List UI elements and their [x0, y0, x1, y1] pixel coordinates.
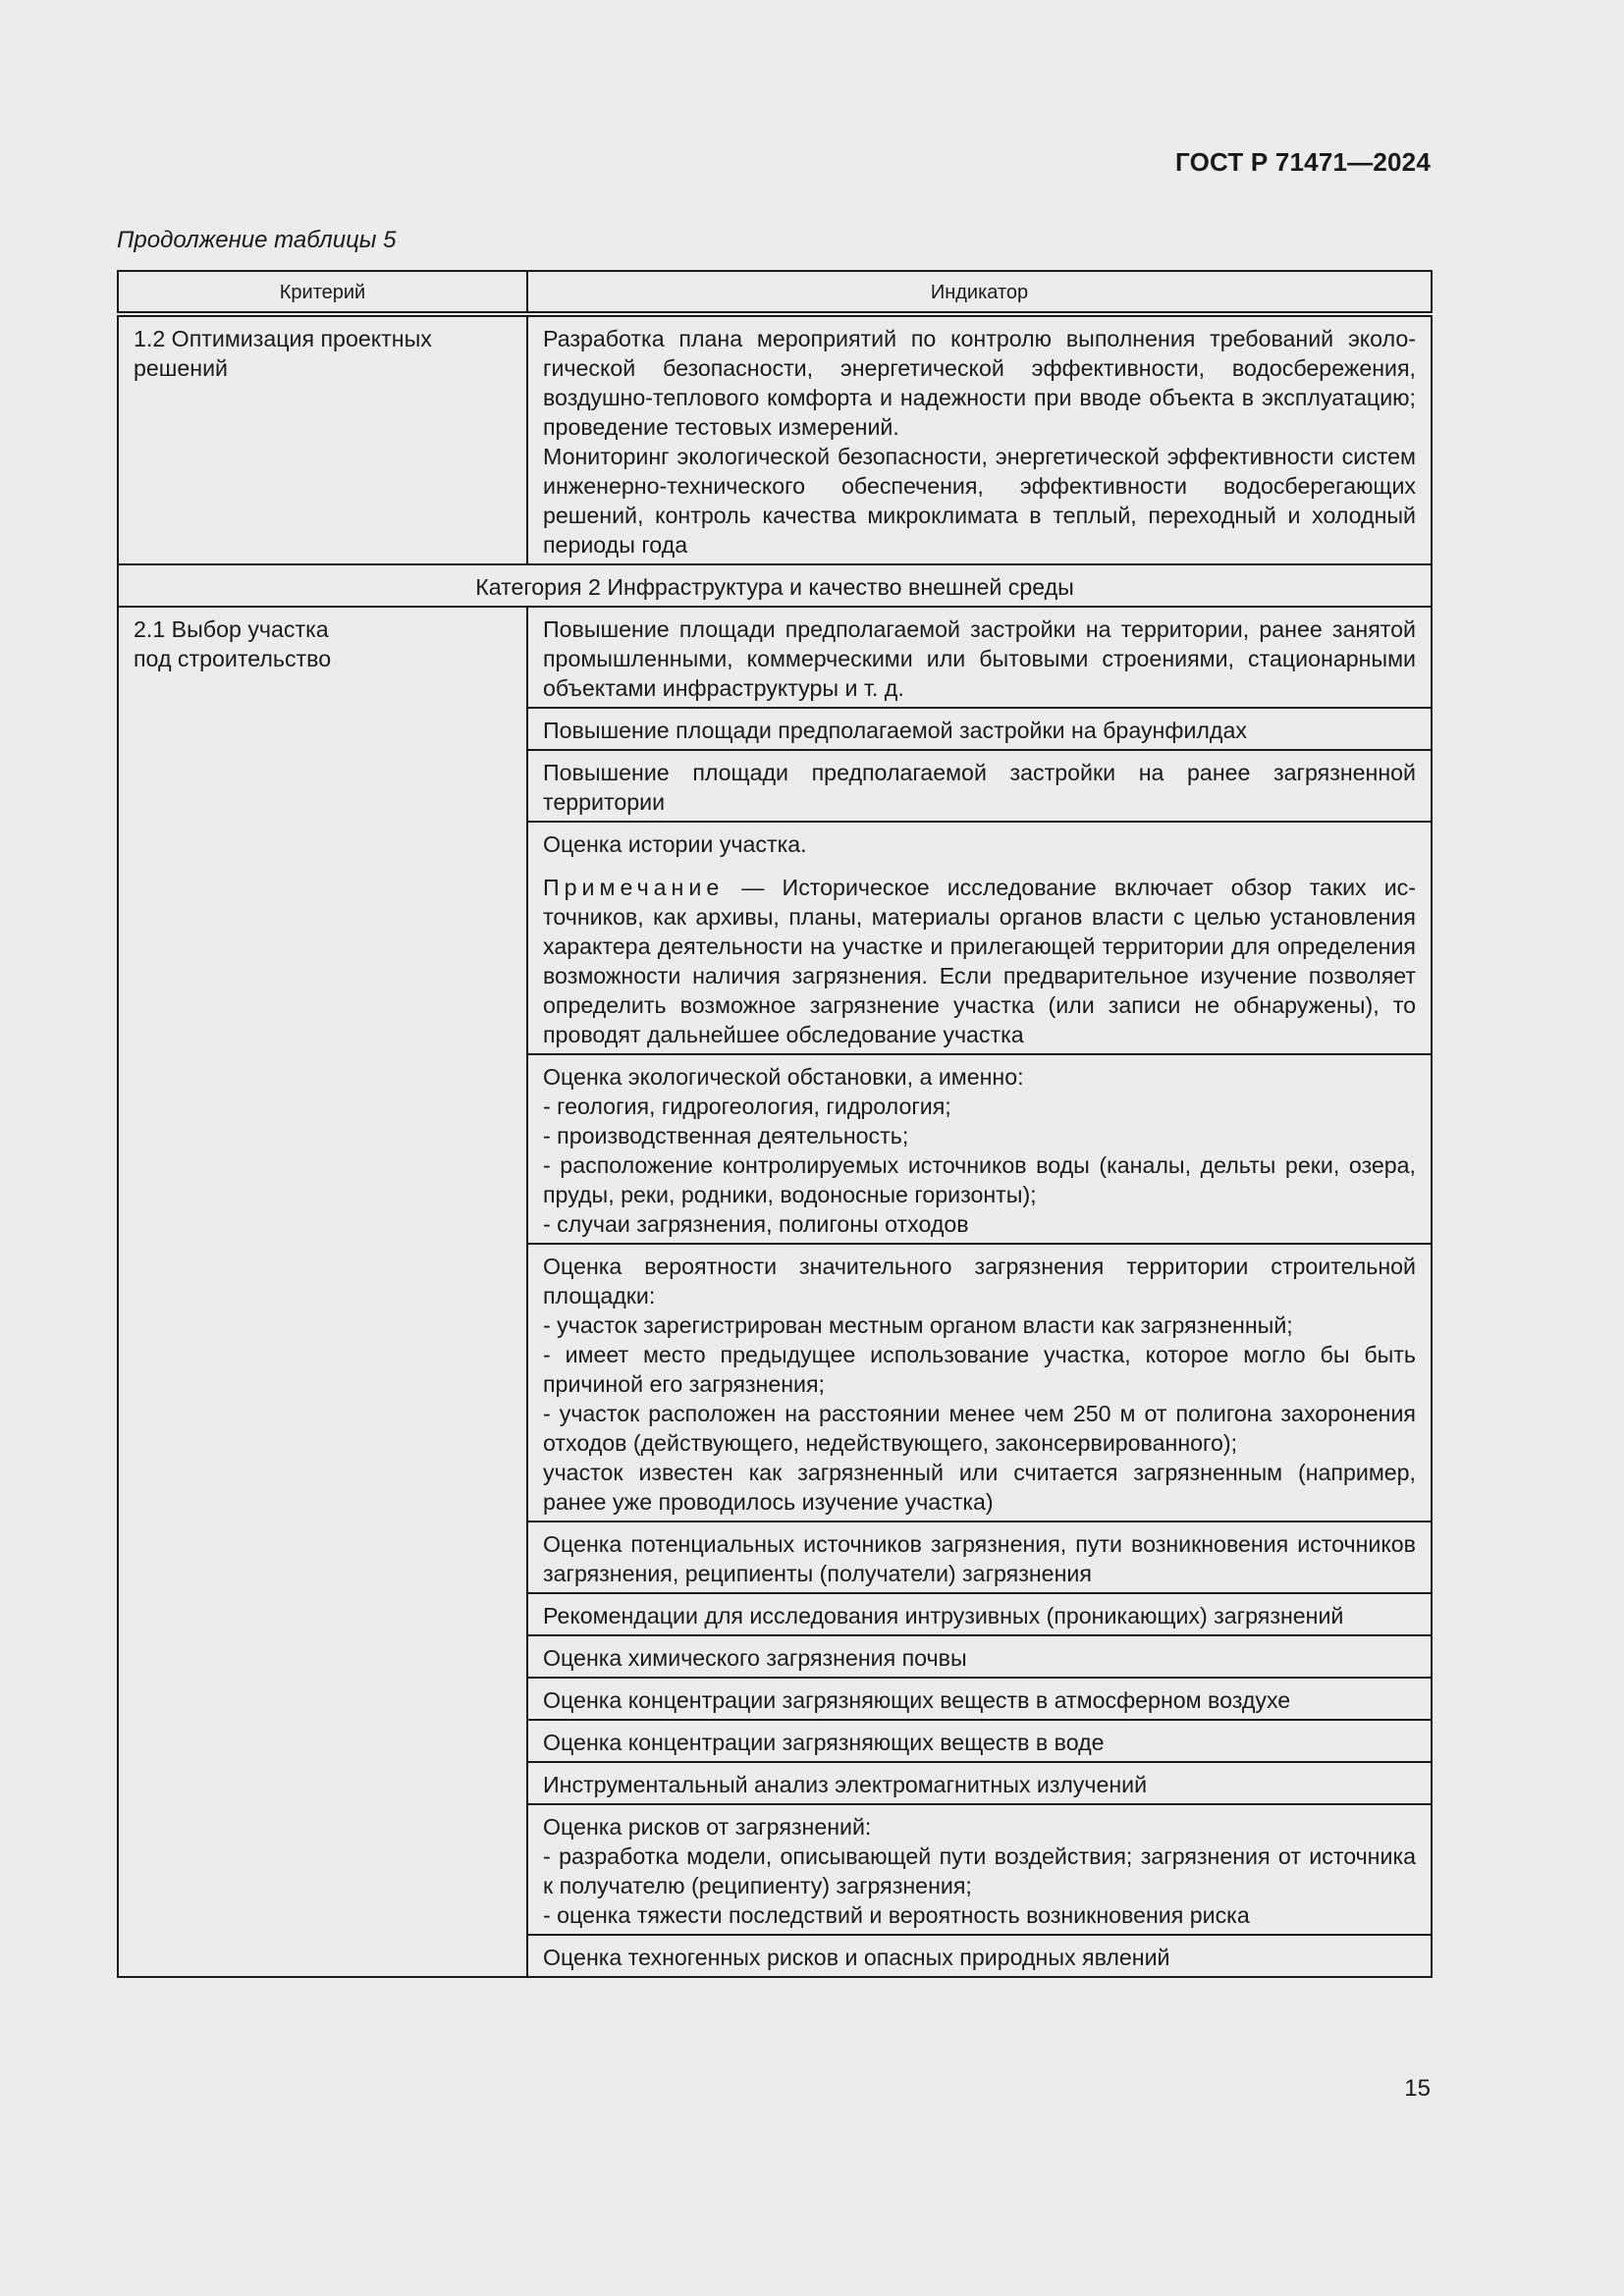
indicator-cell: Повышение площади предполагаемой застройки на территории, ранее занятой промышленными, коммерческими или бытовыми строениями, стационарными объектами инфраструктуры и т. д.	[527, 607, 1432, 708]
indicator-intro: Оценка экологической обстановки, а именно:	[543, 1064, 1024, 1090]
indicator-cell	[527, 1244, 1432, 1522]
note-label: Примечание	[543, 875, 725, 900]
document-code: ГОСТ Р 71471—2024	[1175, 147, 1431, 177]
criteria-table	[117, 270, 1433, 1978]
indicator-cell: Оценка потенциальных источников загрязнения, пути возникновения источников загрязнения, реципиенты (получатели) загрязнения	[527, 1522, 1432, 1593]
indicator-paragraph: Мониторинг экологической безопасности, энергетической эффективности систем инженерно-технического обеспечения, эффективности водосберегающих решений, контроль качества микроклимата в теплый, переходный и холодный периоды года	[543, 444, 1416, 558]
indicator-cell	[527, 1054, 1432, 1244]
page-number: 15	[1404, 2075, 1431, 2102]
list-item: - расположение контролируемых источников воды (каналы, дельты реки, озера, пруды, реки, родники, водоносные горизонты);	[543, 1152, 1416, 1207]
indicator-cell	[527, 314, 1432, 564]
indicator-cell: Повышение площади предполагаемой застройки на браунфилдах	[527, 708, 1432, 750]
criterion-cell	[118, 607, 527, 1977]
list-item: - геология, гидрогеология, гидрология;	[543, 1094, 951, 1119]
indicator-cell: Оценка химического загрязнения почвы	[527, 1635, 1432, 1678]
indicator-cell: Инструментальный анализ электромагнитных излучений	[527, 1762, 1432, 1804]
indicator-cell: Повышение площади предполагаемой застройки на ранее загрязненной территории	[527, 750, 1432, 822]
indicator-cell: Рекомендации для исследования интрузивных (проникающих) загрязнений	[527, 1593, 1432, 1635]
indicator-intro: Оценка вероятности значительного загрязнения территории строительной площадки:	[543, 1254, 1416, 1308]
indicator-cell	[527, 1804, 1432, 1935]
criterion-line: 2.1 Выбор участка	[134, 616, 329, 642]
table-row	[118, 314, 1432, 564]
list-item: - оценка тяжести последствий и вероятность возникновения риска	[543, 1902, 1250, 1928]
criterion-line: под строительство	[134, 646, 332, 671]
category-row	[118, 564, 1432, 607]
table-header-row	[118, 271, 1432, 314]
indicator-cell: Оценка концентрации загрязняющих веществ в атмосферном воздухе	[527, 1678, 1432, 1720]
list-item: - производственная деятельность;	[543, 1123, 909, 1148]
list-item: - случаи загрязнения, полигоны отходов	[543, 1211, 969, 1237]
list-item: - участок расположен на расстоянии менее чем 250 м от полигона захоронения отходов (действующего, недействующего, законсервированного);	[543, 1401, 1416, 1456]
list-item: - участок зарегистрирован местным органом власти как загрязненный;	[543, 1312, 1293, 1338]
note-text: — Историческое исследование включает обзор таких источников, как архивы, планы, материалы органов власти с целью установления характера деятельности на участке и прилегающей территории для определения возможности наличия загрязнения. Если предварительное изучение позволяет определить возможное загрязнение участка (или записи не обнаружены), то проводят дальнейшее обследование участка	[543, 875, 1416, 1047]
category-heading: Категория 2 Инфраструктура и качество внешней среды	[118, 564, 1432, 607]
table-continuation-caption: Продолжение таблицы 5	[117, 227, 397, 253]
criterion-cell: 1.2 Оптимизация проектных решений	[118, 314, 527, 564]
indicator-intro: Оценка рисков от загрязнений:	[543, 1814, 872, 1840]
indicator-cell: Оценка концентрации загрязняющих веществ в воде	[527, 1720, 1432, 1762]
indicator-cell: Оценка техногенных рисков и опасных природных явлений	[527, 1935, 1432, 1977]
column-header-criterion: Критерий	[118, 271, 527, 314]
indicator-paragraph: Разработка плана мероприятий по контролю выполнения требований экологической безопасности, энергетической эффективности, водосбережения, воздушно-теплового комфорта и надежности при вводе объекта в эксплуатацию; проведение тестовых измерений.	[543, 326, 1416, 440]
list-item: - разработка модели, описывающей пути воздействия; загрязнения от источника к получателю (реципиенту) загрязнения;	[543, 1843, 1416, 1898]
indicator-note	[543, 873, 1416, 1049]
column-header-indicator: Индикатор	[527, 271, 1432, 314]
list-item: - имеет место предыдущее использование участка, которое могло бы быть причиной его загрязнения;	[543, 1342, 1416, 1397]
list-item: участок известен как загрязненный или считается загрязненным (например, ранее уже проводилось изучение участка)	[543, 1460, 1416, 1515]
indicator-paragraph: Оценка истории участка.	[543, 831, 807, 857]
table-row	[118, 607, 1432, 708]
indicator-cell	[527, 822, 1432, 1054]
